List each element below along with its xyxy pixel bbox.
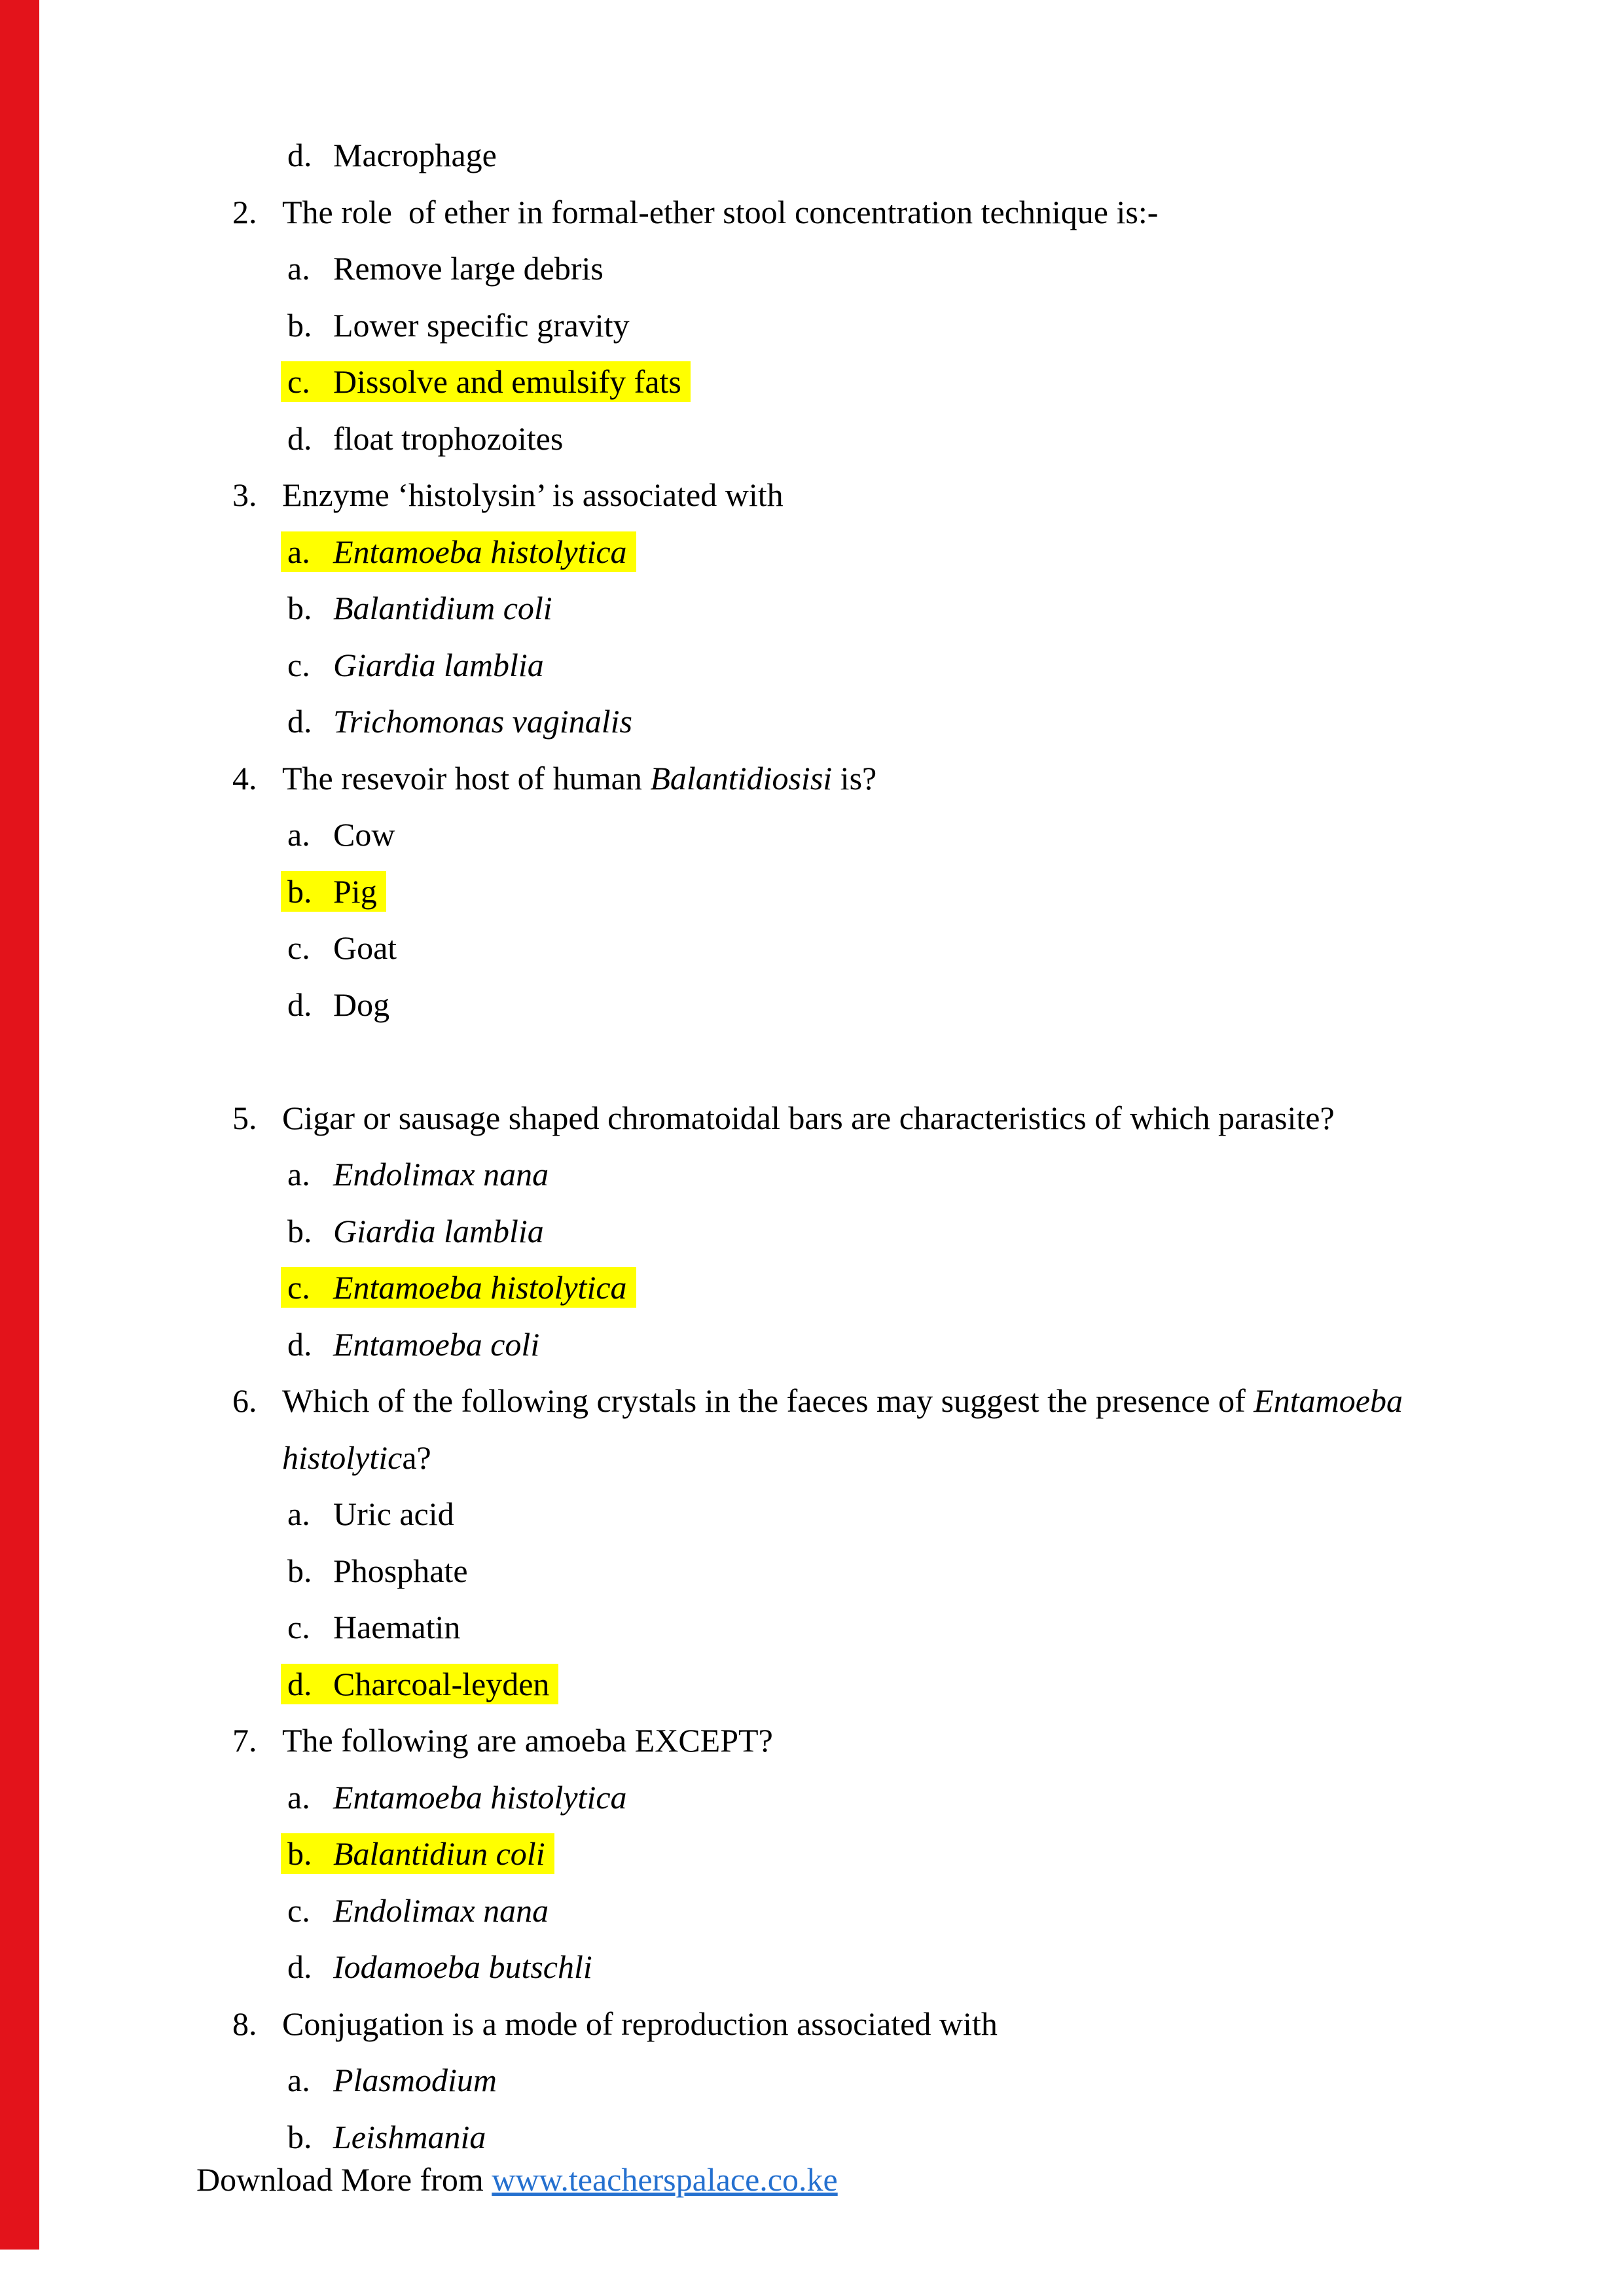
option-content (287, 647, 544, 683)
text-run: Phosphate (333, 1552, 468, 1589)
option-text (333, 590, 552, 626)
option-line (0, 637, 1624, 694)
option-text (333, 1269, 627, 1306)
species-name-italic: Trichomonas vaginalis (333, 703, 632, 740)
option-text (333, 420, 563, 457)
option-line (0, 2052, 1624, 2109)
question-text (282, 2005, 998, 2042)
option-line (0, 977, 1624, 1033)
option-line (0, 863, 1624, 920)
option-letter: c. (287, 929, 310, 966)
option-text (333, 1609, 460, 1645)
option-letter: a. (287, 1496, 310, 1532)
option-letter: d. (287, 703, 312, 740)
option-line (0, 1769, 1624, 1826)
question-line (0, 184, 1624, 241)
option-letter: d. (287, 137, 312, 173)
option-content (287, 1552, 468, 1589)
option-text (333, 307, 630, 344)
option-letter: a. (287, 816, 310, 853)
text-run: a? (402, 1439, 431, 1476)
option-text (333, 703, 632, 740)
option-letter: a. (287, 1778, 310, 1816)
option-content (287, 929, 397, 966)
option-content (287, 2119, 486, 2155)
option-letter: b. (287, 2118, 312, 2155)
option-content (287, 1156, 549, 1193)
option-content (287, 1326, 539, 1363)
option-text (333, 929, 397, 966)
option-letter: c. (287, 363, 310, 400)
answer-highlight (281, 871, 386, 912)
option-content (287, 307, 630, 344)
text-run: Conjugation is a mode of reproduction associated with (282, 2005, 998, 2042)
option-content (287, 420, 563, 457)
option-letter: b. (287, 1552, 312, 1589)
option-line (0, 580, 1624, 637)
option-content (287, 816, 395, 853)
option-letter: d. (287, 1325, 312, 1363)
option-text (333, 1552, 468, 1589)
species-name-italic: Balantidiosisi (650, 759, 833, 797)
species-name-italic: Entamoeba histolytica (333, 1269, 627, 1306)
option-line (0, 1656, 1624, 1713)
option-line (0, 693, 1624, 750)
text-run: Dog (333, 986, 390, 1023)
option-letter: d. (287, 1665, 312, 1702)
option-letter: a. (287, 2062, 310, 2098)
option-line (0, 1316, 1624, 1373)
option-letter: a. (287, 533, 310, 570)
option-text (333, 2119, 486, 2155)
question-line (0, 1090, 1624, 1147)
option-text (333, 1892, 549, 1929)
question-line (0, 1372, 1624, 1429)
text-run: The role of ether in formal-ether stool concentration technique is:- (282, 193, 1159, 230)
question-number: 5. (232, 1099, 257, 1136)
option-text (333, 647, 544, 683)
text-run: Enzyme ‘histolysin’ is associated with (282, 476, 784, 513)
text-run: Cow (333, 816, 395, 853)
option-content (287, 1948, 592, 1985)
text-run: Haematin (333, 1609, 461, 1645)
option-letter: c. (287, 646, 310, 683)
option-letter: c. (287, 1269, 310, 1306)
question-number: 8. (232, 2005, 257, 2042)
option-line (0, 1825, 1624, 1882)
option-letter: c. (287, 1892, 310, 1929)
option-line (0, 1599, 1624, 1656)
option-text (333, 137, 497, 173)
species-name-italic: Giardia lamblia (333, 646, 544, 683)
question-text (282, 760, 876, 797)
option-text (333, 363, 681, 400)
option-line (0, 127, 1624, 184)
species-name-italic: Endolimax nana (333, 1156, 549, 1193)
species-name-italic: Iodamoeba butschli (333, 1948, 592, 1985)
answer-highlight (281, 1833, 554, 1874)
question-text (282, 476, 784, 513)
option-content (287, 1892, 549, 1929)
option-line (0, 1146, 1624, 1203)
text-run: Uric acid (333, 1496, 454, 1532)
option-content (287, 703, 632, 740)
option-line (0, 353, 1624, 410)
option-content (287, 1609, 460, 1645)
option-letter: b. (287, 872, 312, 910)
option-text (333, 1156, 549, 1193)
text-run: The resevoir host of human (282, 759, 651, 797)
text-run: Lower specific gravity (333, 306, 630, 344)
option-line (0, 297, 1624, 354)
option-text (333, 1496, 454, 1532)
option-content (287, 1496, 454, 1532)
option-letter: b. (287, 590, 312, 626)
option-text (333, 816, 395, 853)
question-line (0, 750, 1624, 807)
text-run: float trophozoites (333, 420, 564, 457)
option-content (287, 1213, 544, 1249)
option-content (287, 986, 389, 1023)
text-run: Macrophage (333, 137, 497, 173)
species-name-italic: histolytic (282, 1439, 403, 1476)
blank-line (0, 1033, 1624, 1090)
species-name-italic: Endolimax nana (333, 1892, 549, 1929)
option-content (287, 250, 604, 287)
question-number: 2. (232, 193, 257, 230)
option-letter: b. (287, 1835, 312, 1872)
option-text (333, 1835, 545, 1872)
page-footer (196, 2151, 838, 2208)
answer-highlight (281, 1664, 558, 1704)
option-content (287, 137, 497, 173)
text-run: is? (832, 759, 877, 797)
option-text (333, 1666, 549, 1702)
text-run: Which of the following crystals in the faeces may suggest the presence of (282, 1382, 1254, 1419)
option-text (333, 1948, 592, 1985)
exam-question-list (0, 127, 1624, 2165)
question-text (282, 1722, 773, 1759)
option-letter: d. (287, 1948, 312, 1985)
option-letter: c. (287, 1609, 310, 1645)
option-letter: a. (287, 1156, 310, 1193)
question-text (282, 1100, 1335, 1136)
question-number: 3. (232, 476, 257, 513)
option-line (0, 240, 1624, 297)
option-text (333, 1326, 539, 1363)
option-letter: a. (287, 250, 310, 287)
option-text (333, 986, 389, 1023)
option-line (0, 920, 1624, 977)
option-line (0, 806, 1624, 863)
option-line (0, 1939, 1624, 1996)
text-run: Dissolve and emulsify fats (333, 363, 681, 400)
species-name-italic: Entamoeba histolytica (333, 533, 627, 570)
option-text (333, 1213, 544, 1249)
option-letter: d. (287, 420, 312, 457)
species-name-italic: Entamoeba (1254, 1382, 1403, 1419)
question-text-continuation (0, 1429, 1624, 1486)
answer-highlight (281, 361, 691, 402)
option-letter: d. (287, 986, 312, 1023)
species-name-italic: Plasmodium (333, 2062, 497, 2098)
option-line (0, 1259, 1624, 1316)
option-text (333, 250, 604, 287)
text-run: Goat (333, 929, 397, 966)
option-text (333, 1779, 627, 1816)
species-name-italic: Giardia lamblia (333, 1212, 544, 1249)
text-run: The following are amoeba EXCEPT? (282, 1722, 773, 1759)
question-number: 7. (232, 1722, 257, 1759)
answer-highlight (281, 1267, 636, 1308)
question-number: 6. (232, 1382, 257, 1419)
footer-text: Download More from (196, 2161, 492, 2198)
species-name-italic: Entamoeba coli (333, 1325, 540, 1363)
option-text (333, 2062, 497, 2098)
option-line (0, 1486, 1624, 1543)
question-line (0, 467, 1624, 524)
option-line (0, 524, 1624, 581)
text-run: Charcoal-leyden (333, 1665, 550, 1702)
option-letter: b. (287, 306, 312, 344)
option-text (333, 873, 377, 910)
option-line (0, 1543, 1624, 1600)
option-letter: b. (287, 1212, 312, 1249)
question-line (0, 1712, 1624, 1769)
question-line (0, 1996, 1624, 2053)
species-name-italic: Leishmania (333, 2118, 486, 2155)
text-run: Pig (333, 872, 377, 910)
option-line (0, 410, 1624, 467)
species-name-italic: Balantidiun coli (333, 1835, 545, 1872)
option-content (287, 590, 552, 626)
species-name-italic: Entamoeba histolytica (333, 1778, 627, 1816)
species-name-italic: Balantidium coli (333, 590, 552, 626)
text-run: Remove large debris (333, 250, 604, 287)
question-text (282, 1382, 1403, 1419)
option-line (0, 1882, 1624, 1939)
question-number: 4. (232, 759, 257, 797)
answer-highlight (281, 531, 636, 572)
option-line (0, 1203, 1624, 1260)
option-text (333, 533, 627, 570)
option-content (287, 2062, 497, 2098)
question-text (282, 194, 1158, 230)
text-run: Cigar or sausage shaped chromatoidal bars are characteristics of which parasite? (282, 1099, 1335, 1136)
option-content (287, 1779, 627, 1816)
footer-link[interactable]: www.teacherspalace.co.ke (492, 2161, 838, 2198)
